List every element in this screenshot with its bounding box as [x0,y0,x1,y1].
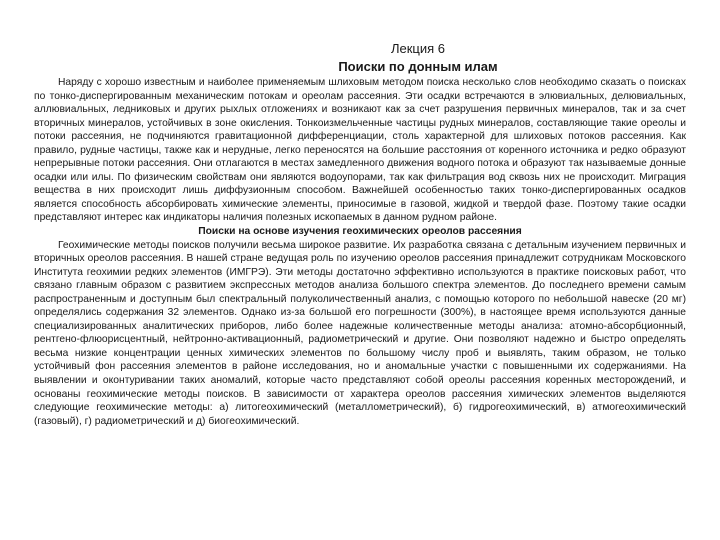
section-heading: Поиски на основе изучения геохимических ореолов рассеяния [198,226,522,238]
paragraph-2: Геохимические методы поисков получили весьма широкое развитие. Их разработка связана с детальным изучением первичных и вторичных ореолов рассеяния. В нашей стране ведущая роль по изучению ореолов рассеяния принадлежит сотрудникам Московского Института геохимии редких элементов (ИМГРЭ). Эти методы достаточно эффективно используются в практике поисковых работ, что связано главным образом с развитием экспрессных методов анализа большого спектра элементов. До последнего времени самым распространенным и доступным был спектральный полуколичественный анализ, с помощью которого по небольшой навеске (20 мг) определялись содержания 32 элементов. Однако из-за большой его погрешности (300%), в настоящее время используются данные специализированных аналитических приборов, либо более надежные количественные методы анализа: атомно-абсорбционный, рентгено-флюорисцентный, нейтронно-активационный, радиометрический и другие. Они позволяют надежно и быстро определять весьма низкие концентрации ценных химических элементов по большому числу проб и выявлять, таким образом, не только устойчивый фон рассеяния элементов в районе исследования, но и аномальные участки с повышенными их содержаниями. На выявлении и оконтуривании таких аномалий, которые часто представляют собой ореолы рассеяния коренных месторождений, и основаны геохимические методы поисков. В зависимости от характера ореолов рассеяния химических элементов выделяются следующие геохимические методы: а) литогеохимический (металлометрический), б) гидрогеохимический, в) атмогеохимический (газовый), г) радиометрический и д) биогеохимический. [34,239,686,427]
paragraph-1: Наряду с хорошо известным и наиболее применяемым шлиховым методом поиска несколько слов необходимо сказать о поисках по тонко-диспергированным механическим потокам и ореолам рассеяния. Эти осадки встречаются в элювиальных, делювиальных, аллювиальных, ледниковых и других рыхлых отложениях и возникают как за счет разрушения первичных минералов, так и за счет вторичных минералов, устойчивых в зоне окисления. Тонкоизмельченные частицы рудных минералов, составляющие такие ореолы и потоки рассеяния, не подчиняются гравитационной дифференциации, столь характерной для шлиховых потоков рассеяния. Как правило, рудные частицы, также как и нерудные, легко переносятся на большие расстояния от коренного источника и редко образуют непрерывные потоки рассеяния. Они отлагаются в местах замедленного движения водного потока и образуют так называемые донные осадки или илы. По физическим свойствам они являются водоупорами, так как фильтрация вод сквозь них не происходит. Миграция вещества в них происходит лишь диффузионным способом. Важнейшей особенностью таких тонко-диспергированных осадков является способность абсорбировать химические элементы, приносимые в газовой, жидкой и твердой фазе. Поэтому такие осадки представляют интерес как индикаторы наличия полезных ископаемых в данном рудном районе. [34,77,686,224]
document-body [34,76,686,428]
document-page [34,40,686,428]
lecture-label: Лекция 6 [390,41,446,56]
lecture-title: Поиски по донным илам [338,59,498,74]
